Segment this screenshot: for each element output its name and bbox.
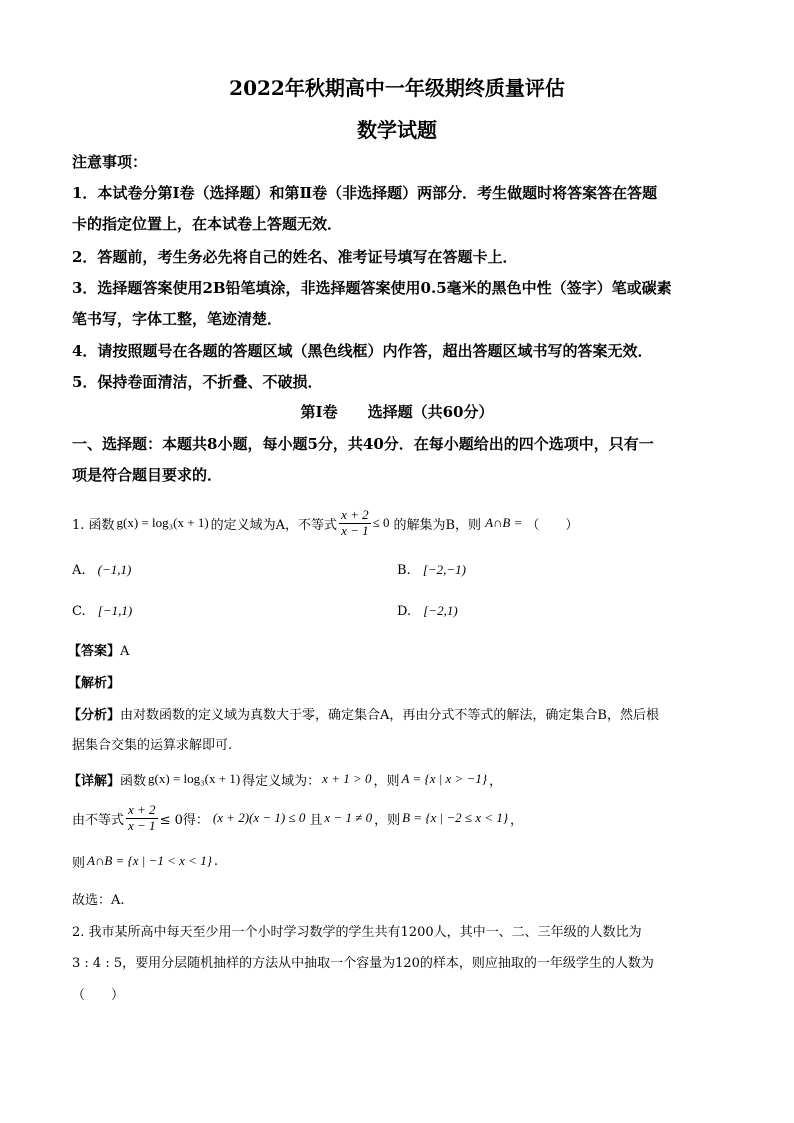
analysis-tag: 【解析】 xyxy=(68,676,121,691)
note-line: 1．本试卷分第Ⅰ卷（选择题）和第Ⅱ卷（非选择题）两部分．考生做题时将答案答在答题 xyxy=(72,184,658,202)
detail-text: ， xyxy=(489,773,503,789)
option-value: [−1,1) xyxy=(97,603,133,618)
question-1 xyxy=(72,505,578,541)
section-title: 第Ⅰ卷 选择题（共60分） xyxy=(300,403,494,421)
answer-tag: 【答案】 xyxy=(68,644,121,659)
question-2-paren: （ ） xyxy=(72,988,125,1003)
exam-title: 2022年秋期高中一年级期终质量评估 xyxy=(229,76,565,100)
detail-function: g(x) = log₃(x + 1) xyxy=(148,771,241,786)
choose-line: 故选：A. xyxy=(72,893,125,908)
notes-heading: 注意事项： xyxy=(72,153,148,171)
detail-text: . xyxy=(213,853,219,869)
q1-frac-den: x − 1 xyxy=(341,522,369,538)
fenxi-line-2: 据集合交集的运算求解即可. xyxy=(72,738,233,753)
question-2-line: 2. 我市某所高中每天至少用一个小时学习数学的学生共有1200人，其中一、二、三年级的人数比为 xyxy=(72,925,642,940)
q1-expression: A∩B = xyxy=(485,515,523,530)
exam-subtitle: 数学试题 xyxy=(357,118,437,142)
note-line: 笔书写，字体工整，笔迹清楚． xyxy=(72,310,283,328)
option-value: [−2,−1) xyxy=(422,562,467,577)
option-value: (−1,1) xyxy=(97,562,132,577)
note-line: 3．选择题答案使用2B铅笔填涂，非选择题答案使用0.5毫米的黑色中性（签字）笔或碳素 xyxy=(72,279,672,297)
part-instructions: 一、选择题：本题共8小题，每小题5分，共40分．在每小题给出的四个选项中，只有一 xyxy=(72,435,654,453)
fenxi-text: 由对数函数的定义域为真数大于零，确定集合A，再由分式不等式的解法，确定集合B，然后根 xyxy=(120,708,659,723)
q1-paren: （ ） xyxy=(526,517,579,533)
detail-frac-den: x − 1 xyxy=(128,817,156,833)
part-instructions: 项是符合题目要求的． xyxy=(72,466,223,484)
q1-le: ≤ 0 xyxy=(372,515,390,530)
fenxi-line-1 xyxy=(68,704,659,723)
answer-value: A xyxy=(120,644,130,659)
question-2-line: 3 : 4 : 5，要用分层随机抽样的方法从中抽取一个容量为120的样本，则应抽取的一年级学生的人数为 xyxy=(72,956,654,971)
detail-text: 得定义域为： xyxy=(242,773,321,789)
detail-frac-num: x + 2 xyxy=(128,802,156,818)
detail-math: x − 1 ≠ 0 xyxy=(324,810,373,825)
detail-text: 由不等式 xyxy=(72,812,125,828)
detail-fraction xyxy=(126,803,158,833)
detail-text: 则 xyxy=(72,855,86,871)
option-b xyxy=(397,562,466,578)
detail-math: x + 1 > 0 xyxy=(322,771,372,786)
option-label: B. xyxy=(397,563,411,578)
option-label: A. xyxy=(72,563,86,578)
q1-prefix: 1. 函数 xyxy=(72,517,115,533)
option-label: D. xyxy=(397,604,412,619)
detail-text: 且 xyxy=(309,812,323,828)
note-line: 4．请按照题号在各题的答题区域（黑色线框）内作答，超出答题区域书写的答案无效． xyxy=(72,342,653,360)
option-c xyxy=(72,603,132,619)
detail-text: ≤ 0得： xyxy=(159,812,209,828)
fenxi-tag: 【分析】 xyxy=(68,708,121,723)
option-d xyxy=(397,603,458,619)
note-line: 2．答题前，考生务必先将自己的姓名、准考证号填写在答题卡上． xyxy=(72,248,518,266)
detail-text: ， xyxy=(510,812,524,828)
option-label: C. xyxy=(72,604,86,619)
note-line: 卡的指定位置上，在本试卷上答题无效． xyxy=(72,215,343,233)
q1-fraction xyxy=(339,508,371,538)
detail-text: ，则 xyxy=(374,812,401,828)
note-line: 5．保持卷面清洁，不折叠、不破损． xyxy=(72,373,323,391)
option-value: [−2,1) xyxy=(423,603,458,618)
q1-text: 的解集为B，则 xyxy=(393,517,482,533)
detail-line-2 xyxy=(72,800,523,836)
detail-text: 函数 xyxy=(120,773,147,789)
option-a xyxy=(72,562,131,578)
detail-text: ，则 xyxy=(373,773,400,789)
set-a: A = {x | x > −1} xyxy=(401,771,488,786)
q1-text: 的定义域为A，不等式 xyxy=(210,517,338,533)
intersection: A∩B = {x | −1 < x < 1} xyxy=(87,853,212,868)
detail-math: (x + 2)(x − 1) ≤ 0 xyxy=(212,810,306,825)
q1-function: g(x) = log₃(x + 1) xyxy=(116,515,209,530)
q1-frac-num: x + 2 xyxy=(341,507,369,523)
detail-line-3 xyxy=(72,848,218,874)
detail-tag: 【详解】 xyxy=(68,773,121,789)
detail-line-1 xyxy=(68,766,502,792)
set-b: B = {x | −2 ≤ x < 1} xyxy=(402,810,509,825)
answer-line xyxy=(68,640,129,659)
